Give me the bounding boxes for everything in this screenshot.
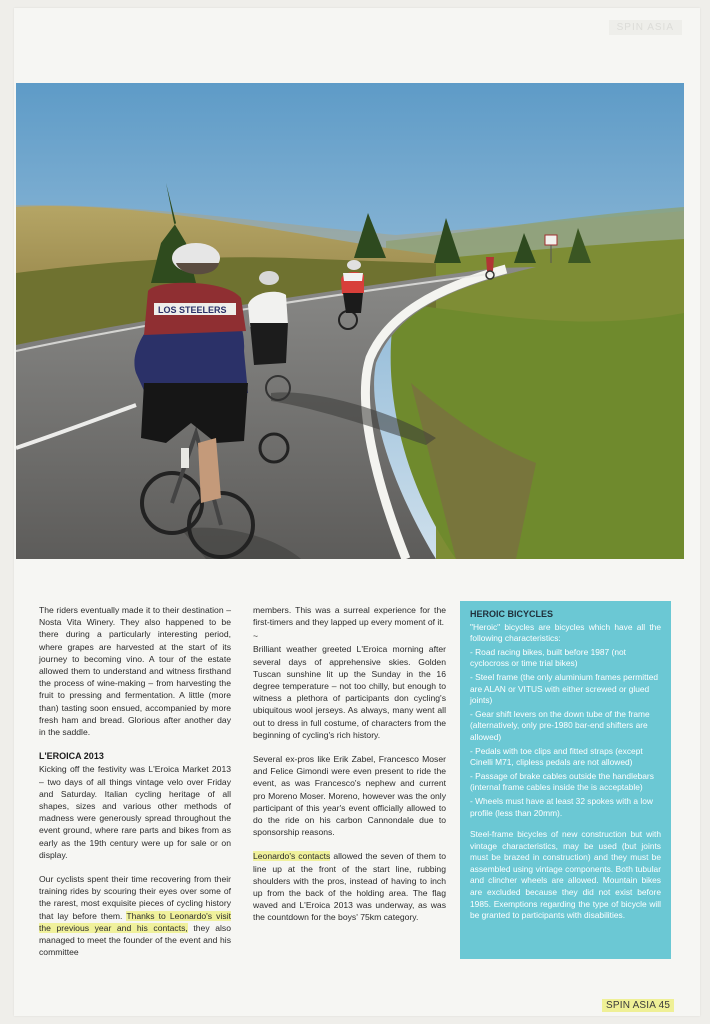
header-ghost-text: SPIN ASIA	[609, 20, 682, 35]
sidebar-intro: "Heroic" bicycles are bicycles which have all the following characteristics:	[470, 621, 661, 644]
list-item: - Passage of brake cables outside the handlebars (internal frame cables inside the is acceptable)	[470, 770, 654, 793]
paragraph-committee: members. This was a surreal experience for the first-timers and they lapped up every moment of it.	[253, 605, 446, 628]
highlighted-text-leonardo-visit: Thanks to Leonardo's visit the previous year and his contacts,	[39, 910, 231, 933]
section-heading-leroica: L'EROICA 2013	[39, 751, 104, 762]
page-footer	[602, 999, 674, 1012]
paragraph-market: Kicking off the festivity was L'Eroica Market 2013 – two days of all things vintage velo over Friday and Saturday. Italian cycling heritage of all shapes, sizes and various other methods of madness were generously spread throughout the event ground, where rare parts and bikes from as early as the 19th century were up for sale or on display.	[39, 764, 231, 860]
paragraph-ex-pros: Several ex-pros like Erik Zabel, Francesco Moser and Felice Gimondi were even present to ride the event, as was Francesco's nephew and current pro Moreno Moser. Moreno, however was the only participant of this year's event officially allowed to do the ride on his carbon Cannondale due to sponsorship reasons.	[253, 754, 446, 838]
sidebar-criteria-list	[470, 647, 661, 819]
paragraph-winery: The riders eventually made it to their destination – Nosta Vita Winery. They also happened to be there during a particularly interesting period, where grapes are harvested at the start of its journey to becoming vino. A tour of the estate allowed them to understand and witness firsthand the process of wine-making – from harvesting the fruit to pressing and fermentation. A little (more than) tasting soon ensued, accompanied by more fresh ham and bread. Glorious after another day in the saddle.	[39, 605, 231, 738]
list-item: - Road racing bikes, built before 1987 (not cyclocross or time trial bikes)	[470, 646, 626, 669]
cycling-photo	[16, 83, 684, 559]
article-column-1	[39, 604, 231, 970]
jersey-lettering: LOS STEELERS	[158, 305, 227, 315]
paragraph-start-line	[253, 850, 446, 923]
section-divider-tilde: ~	[253, 631, 259, 642]
list-item: - Gear shift levers on the down tube of the frame (alternatively, only pre-1980 bar-end shifters are allowed)	[470, 708, 650, 742]
paragraph-recovering	[39, 873, 231, 958]
heroic-bicycles-sidebar	[460, 601, 671, 959]
paragraph-recovering-end: they also managed to meet the founder of the event and his committee	[39, 922, 231, 958]
page-number: 45	[658, 1000, 671, 1011]
highlighted-text-leonardo-contacts: Leonardo's contacts	[253, 851, 331, 862]
paragraph-start-line-text: allowed the seven of them to line up at the front of the start line, rubbing shoulders with the pros, instead of having to inch up from the back of the holding area. The flag waved and L'Eroica 2013 was underway, as was the countdown for the boys' 75km category.	[253, 851, 446, 923]
cyclists-road-illustration	[16, 83, 684, 559]
paragraph-weather: Brilliant weather greeted L'Eroica morning after several days of apprehensive skies. Golden Tuscan sunshine lit up the Sunday in the 16 degree temperature – not too chilly, but enough to witness a plethora of participants don cycling's ubiquitous wool jerseys. As always, many went all out to dress in full costume, of characters from the beginning of cycling's rich history.	[253, 644, 446, 740]
magazine-name: SPIN ASIA	[606, 1000, 656, 1011]
list-item: - Pedals with toe clips and fitted straps (except Cinelli M71, clipless pedals are not allowed)	[470, 745, 643, 768]
article-column-2	[253, 604, 446, 936]
list-item: - Wheels must have at least 32 spokes with a low profile (less than 20mm).	[470, 795, 653, 818]
sidebar-title: HEROIC BICYCLES	[470, 609, 554, 619]
sidebar-outro: Steel-frame bicycles of new construction but with vintage characteristics, may be used (but joints must be brazed in construction) and they must be assembled using vintage components. Both tubular and clincher wheels are allowed. Mountain bikes are excluded because they did not exist before 1985. Exemptions regarding the type of bicycle will be granted to participants with disabilities.	[470, 829, 661, 921]
paragraph-recovering-start: Our cyclists spent their time recovering from their training rides by scouring their eyes over some of the rarest, most exquisite pieces of cycling history that lay before them.	[39, 874, 231, 921]
list-item: - Steel frame (the only aluminium frames permitted are ALAN or VITUS with either screwed or glued joints)	[470, 671, 659, 706]
